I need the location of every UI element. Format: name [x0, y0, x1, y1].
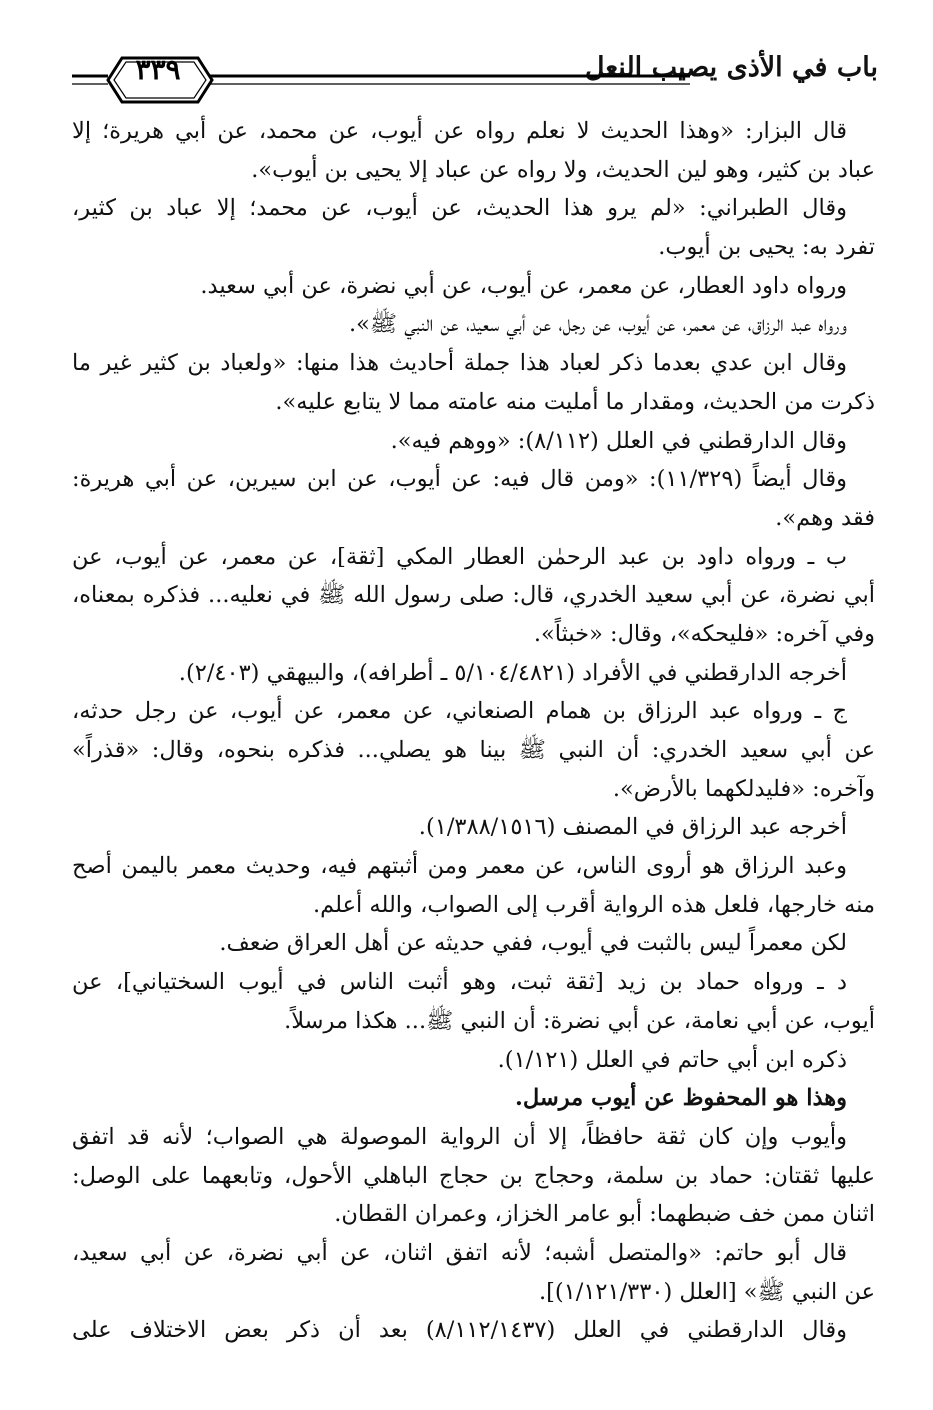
text-line: وقال الدارقطني في العلل (٨/١١٢/١٤٣٧) بعد أن ذكر بعض الاختلاف على [72, 1317, 847, 1344]
text-line: وأيوب وإن كان ثقة حافظاً، إلا أن الرواية الموصولة هي الصواب؛ لأنه قد اتفق [72, 1123, 847, 1150]
text-line: وقال ابن عدي بعدما ذكر لعباد هذا جملة أحاديث هذا منها: «ولعباد بن كثير غير ما [72, 350, 847, 377]
body-text [72, 112, 875, 1350]
text-line: ورواه داود العطار، عن معمر، عن أيوب، عن أبي نضرة، عن أبي سعيد. [200, 272, 847, 299]
text-line: د ـ ورواه حماد بن زيد [ثقة ثبت، وهو أثبت الناس في أيوب السختياني]، عن [72, 969, 847, 996]
text-line: ذكره ابن أبي حاتم في العلل (١/١٢١). [497, 1046, 847, 1073]
text-line: تفرد به: يحيى بن أيوب. [658, 234, 875, 261]
text-line: عليها ثقتان: حماد بن سلمة، وحجاج بن حجاج الباهلي الأحول، وتابعهما على الوصل: [72, 1162, 875, 1189]
text-line: ذكرت من الحديث، ومقدار ما أمليت منه عامته مما لا يتابع عليه». [275, 388, 875, 415]
text-line: وعبد الرزاق هو أروى الناس، عن معمر ومن أثبتهم فيه، وحديث معمر باليمن أصح [72, 853, 847, 880]
text-line: وهذا هو المحفوظ عن أيوب مرسل. [515, 1085, 847, 1112]
text-line: أيوب، عن أبي نعامة، عن أبي نضرة: أن النبي ﷺ... هكذا مرسلاً. [284, 1007, 875, 1034]
text-line: وقال أيضاً (١١/٣٢٩): «ومن قال فيه: عن أيوب، عن ابن سيرين، عن أبي هريرة: [72, 466, 847, 493]
text-line: أبي نضرة، عن أبي سعيد الخدري، قال: صلى رسول الله ﷺ في نعليه... فذكره بمعناه، [72, 582, 875, 609]
text-line: وآخره: «فليدلكهما بالأرض». [612, 775, 875, 802]
text-line: عن أبي سعيد الخدري: أن النبي ﷺ بينا هو يصلي... فذكره بنحوه، وقال: «قذراً» [72, 737, 875, 763]
text-line: اثنان ممن خف ضبطهما: أبو عامر الخزاز، وعمران القطان. [334, 1201, 875, 1228]
text-line: فقد وهم». [775, 504, 875, 531]
text-line: قال البزار: «وهذا الحديث لا نعلم رواه عن أيوب، عن محمد، عن أبي هريرة؛ إلا [72, 118, 847, 144]
text-line: أخرجه الدارقطني في الأفراد (٥/١٠٤/٤٨٢١ ـ أطرافه)، والبيهقي (٢/٤٠٣). [178, 659, 847, 686]
text-line: منه خارجها، فلعل هذه الرواية أقرب إلى الصواب، والله أعلم. [313, 891, 875, 918]
text-line: أخرجه عبد الرزاق في المصنف (١/٣٨٨/١٥١٦). [418, 814, 847, 841]
text-line: لكن معمراً ليس بالثبت في أيوب، ففي حديثه عن أهل العراق ضعف. [219, 930, 847, 957]
text-line: وقال الدارقطني في العلل (٨/١١٢): «ووهم فيه». [390, 427, 847, 454]
page-number: ٣٣٩ [135, 53, 181, 86]
text-line: قال أبو حاتم: «والمتصل أشبه؛ لأنه اتفق اثنان، عن أبي نضرة، عن أبي سعيد، [72, 1239, 847, 1266]
text-line: ب ـ ورواه داود بن عبد الرحمٰن العطار المكي [ثقة]، عن معمر، عن أيوب، عن [72, 543, 847, 570]
text-line: عباد بن كثير، وهو لين الحديث، ولا رواه عن عباد إلا يحيى بن أيوب». [251, 156, 875, 183]
text-line: وقال الطبراني: «لم يرو هذا الحديث، عن أيوب، عن محمد؛ إلا عباد بن كثير، [72, 195, 847, 222]
text-line: ج ـ ورواه عبد الرزاق بن همام الصنعاني، عن معمر، عن أيوب، عن رجل حدثه، [72, 698, 847, 725]
chapter-title: باب في الأذى يصيب النعل [584, 52, 878, 83]
text-line: عن النبي ﷺ» [العلل (١/١٢١/٣٣٠)]. [538, 1278, 875, 1305]
text-line: وفي آخره: «فليحكه»، وقال: «خبثاً». [533, 620, 875, 647]
text-line: ورواه عبد الرزاق، عن معمر، عن أيوب، عن رجل، عن أبي سعيد، عن النبي ﷺ». [348, 311, 847, 338]
